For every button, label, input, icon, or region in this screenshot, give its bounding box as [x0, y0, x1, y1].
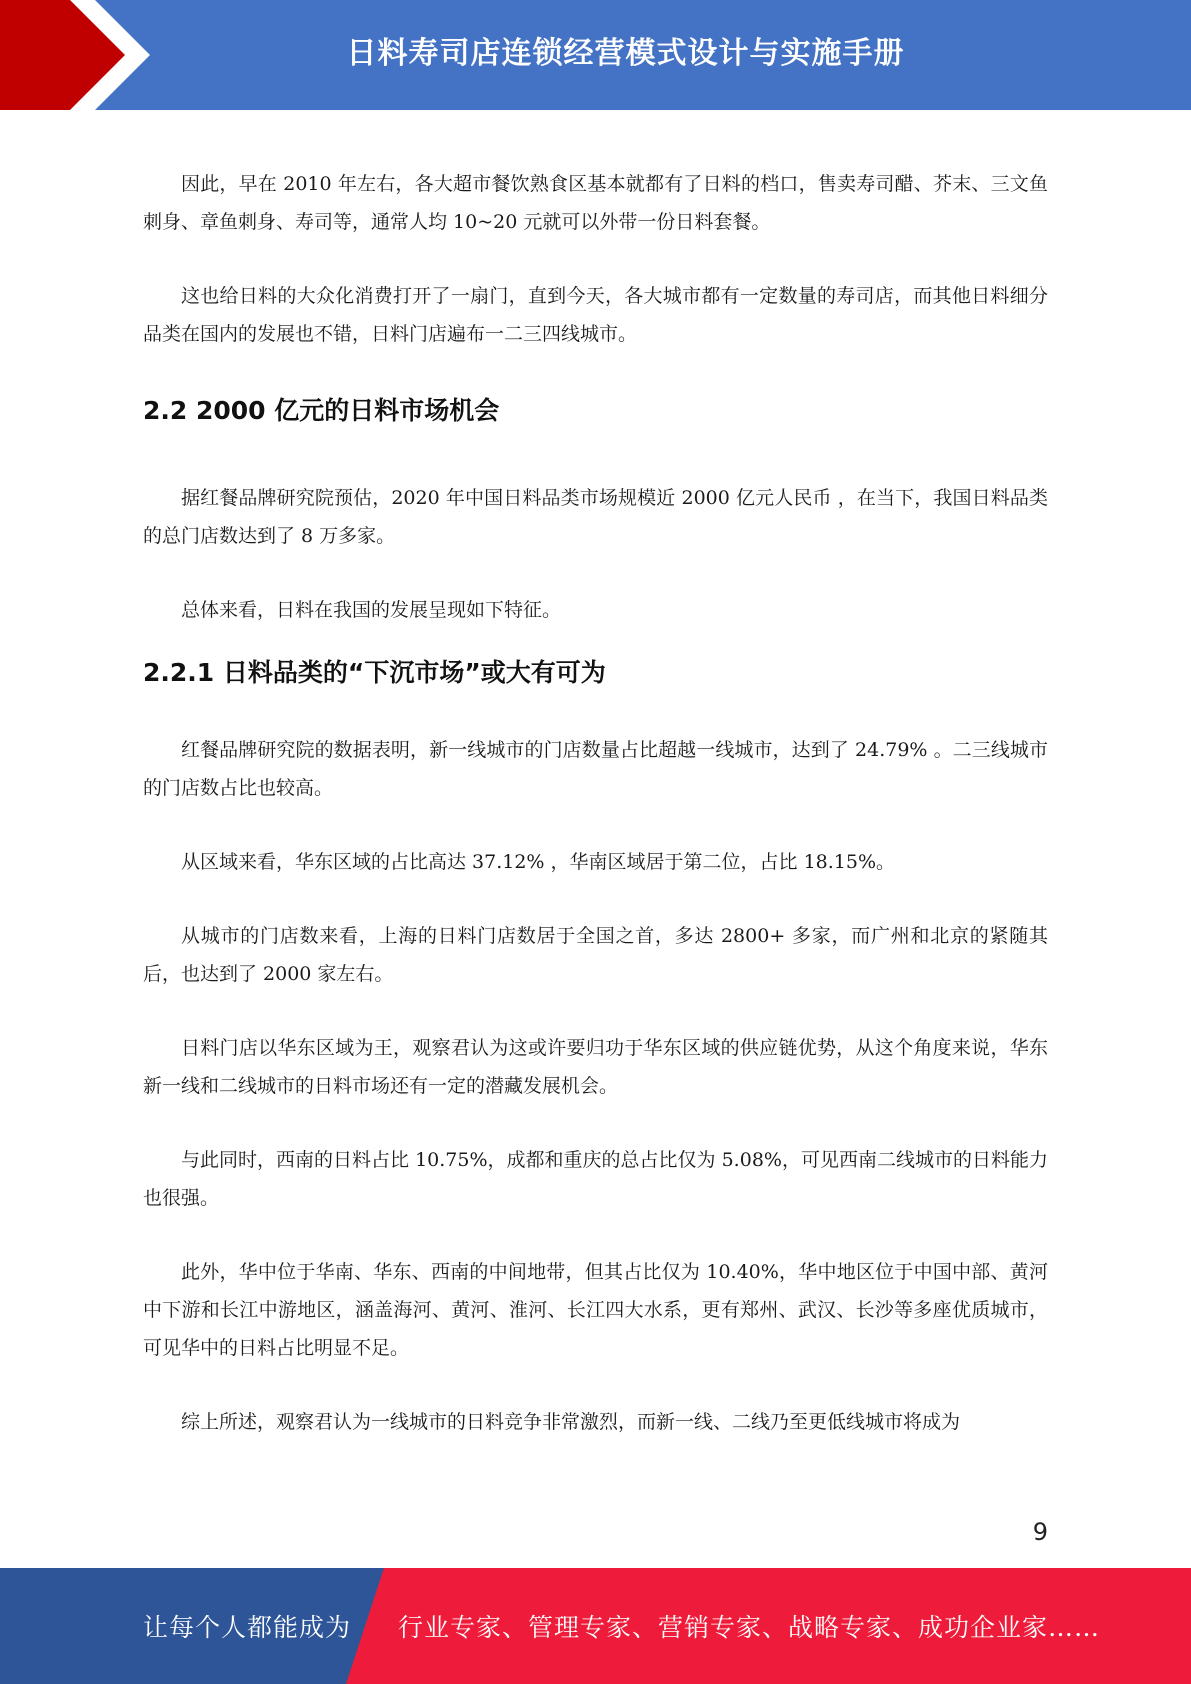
document-title: 日料寿司店连锁经营模式设计与实施手册	[346, 36, 905, 71]
paragraph: 从城市的门店数来看，上海的日料门店数居于全国之首，多达 2800+ 多家，而广州和北京的紧随其后，也达到了 2000 家左右。	[143, 925, 1048, 985]
paragraph: 此外，华中位于华南、华东、西南的中间地带，但其占比仅为 10.40%，华中地区位于中国中部、黄河中下游和长江中游地区，涵盖海河、黄河、淮河、长江四大水系，更有郑州、武汉、长沙等多座优质城市，可见华中的日料占比明显不足。	[143, 1261, 1048, 1359]
paragraph: 因此，早在 2010 年左右，各大超市餐饮熟食区基本就都有了日料的档口，售卖寿司醋、芥末、三文鱼刺身、章鱼刺身、寿司等，通常人均 10~20 元就可以外带一份日料套餐。	[143, 173, 1048, 233]
page-footer	[0, 1568, 1191, 1684]
subsection-heading: 2.2.1 日料品类的“下沉市场”或大有可为	[143, 658, 606, 687]
document-body	[143, 165, 1048, 1441]
footer-slogan-right: 行业专家、管理专家、营销专家、战略专家、成功企业家……	[398, 1613, 1101, 1642]
page-header	[0, 0, 1191, 110]
footer-slogan-left: 让每个人都能成为	[143, 1613, 352, 1642]
paragraph: 综上所述，观察君认为一线城市的日料竞争非常激烈，而新一线、二线乃至更低线城市将成为	[181, 1411, 961, 1433]
paragraph: 据红餐品牌研究院预估，2020 年中国日料品类市场规模近 2000 亿元人民币 ，在当下，我国日料品类的总门店数达到了 8 万多家。	[143, 487, 1048, 547]
paragraph: 红餐品牌研究院的数据表明，新一线城市的门店数量占比超越一线城市，达到了 24.79% 。二三线城市的门店数占比也较高。	[143, 739, 1048, 799]
paragraph: 从区域来看，华东区域的占比高达 37.12% ，华南区域居于第二位，占比 18.15%。	[181, 851, 896, 873]
paragraph: 与此同时，西南的日料占比 10.75%，成都和重庆的总占比仅为 5.08%，可见西南二线城市的日料能力也很强。	[143, 1149, 1048, 1209]
paragraph: 这也给日料的大众化消费打开了一扇门，直到今天，各大城市都有一定数量的寿司店，而其他日料细分品类在国内的发展也不错，日料门店遍布一二三四线城市。	[143, 285, 1048, 345]
section-heading: 2.2 2000 亿元的日料市场机会	[143, 396, 500, 425]
page-number: 9	[1032, 1518, 1048, 1546]
paragraph: 总体来看，日料在我国的发展呈现如下特征。	[181, 599, 562, 621]
paragraph: 日料门店以华东区域为王，观察君认为这或许要归功于华东区域的供应链优势，从这个角度来说，华东新一线和二线城市的日料市场还有一定的潜藏发展机会。	[143, 1037, 1048, 1097]
